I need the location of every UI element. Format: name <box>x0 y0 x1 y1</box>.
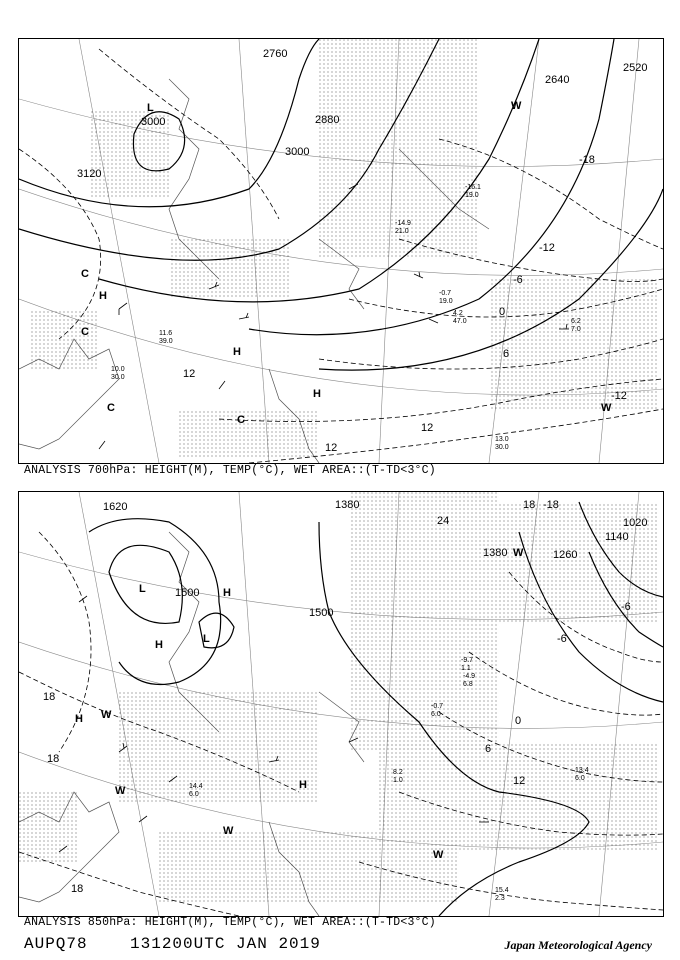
temp-label: 12 <box>325 442 338 454</box>
temp-label: 6 <box>485 743 492 755</box>
map-700hpa-canvas <box>19 39 663 463</box>
map-panel-700hpa <box>18 38 664 464</box>
product-id: AUPQ78 <box>24 935 88 953</box>
agency-credit: Japan Meteorological Agency <box>504 938 652 952</box>
station-value: 6.0 <box>189 791 199 798</box>
height-label: 1020 <box>623 517 648 529</box>
high-center-marker: H <box>99 290 107 302</box>
station-value: 2.3 <box>495 895 505 902</box>
temp-label: -18 <box>543 499 559 511</box>
high-center-marker: H <box>299 779 307 791</box>
station-value: -14.9 <box>395 220 411 227</box>
station-value: 14.4 <box>189 783 203 790</box>
height-label: 1500 <box>309 607 334 619</box>
height-label: 1140 <box>605 531 629 543</box>
height-label: 3120 <box>77 168 102 180</box>
caption-850hpa: ANALYSIS 850hPa: HEIGHT(M), TEMP(°C), WET AREA::(T-TD<3°C) <box>24 916 436 929</box>
height-label: 2760 <box>263 48 288 60</box>
high-center-marker: H <box>313 388 321 400</box>
temp-label: -18 <box>579 154 595 166</box>
station-value: -4.9 <box>463 673 476 680</box>
height-label: 1380 <box>335 499 360 511</box>
cold-center-marker: C <box>81 326 89 338</box>
station-value: 47.0 <box>453 318 467 325</box>
station-value: -0.7 <box>439 290 452 297</box>
station-value: 6.0 <box>431 711 441 718</box>
temp-label: 18 <box>523 499 536 511</box>
station-value: 6.8 <box>463 681 473 688</box>
warm-center-marker: W <box>511 100 522 112</box>
temp-label: 0 <box>515 715 522 727</box>
station-value: 4.2 <box>453 310 463 317</box>
station-value: 7.0 <box>571 326 581 333</box>
high-center-marker: H <box>233 346 241 358</box>
warm-center-marker: W <box>513 547 524 559</box>
valid-time: 131200UTC JAN 2019 <box>130 935 321 953</box>
station-value: 30.0 <box>111 374 125 381</box>
warm-center-marker: W <box>601 402 612 414</box>
temp-label: -12 <box>611 390 627 402</box>
station-value: 6.0 <box>575 775 585 782</box>
station-value: -9.7 <box>461 657 474 664</box>
station-value: 13.4 <box>575 767 589 774</box>
wet-area-700 <box>29 39 659 459</box>
map-panel-850hpa <box>18 491 664 917</box>
temp-label: 24 <box>437 515 450 527</box>
height-label: 1260 <box>553 549 578 561</box>
temp-label: 12 <box>513 775 526 787</box>
low-center-marker: L <box>147 102 154 114</box>
temp-label: 12 <box>183 368 196 380</box>
station-value: 8.2 <box>393 769 403 776</box>
temp-label: 6 <box>503 348 510 360</box>
height-label: 1380 <box>483 547 508 559</box>
station-value: 19.0 <box>439 298 453 305</box>
station-value: 19.0 <box>465 192 479 199</box>
temp-label: -6 <box>557 633 567 645</box>
warm-center-marker: W <box>223 825 234 837</box>
station-value: 1.0 <box>393 777 403 784</box>
height-label: 3000 <box>141 116 166 128</box>
station-value: 21.0 <box>395 228 409 235</box>
temp-label: -12 <box>539 242 555 254</box>
temp-label: 0 <box>499 306 506 318</box>
temp-label: 18 <box>71 883 84 895</box>
height-label: 2520 <box>623 62 648 74</box>
height-label: 1500 <box>175 587 200 599</box>
height-label: 2880 <box>315 114 340 126</box>
station-value: 13.0 <box>495 436 509 443</box>
warm-center-marker: W <box>433 849 444 861</box>
high-center-marker: H <box>155 639 163 651</box>
station-value: 15.4 <box>495 887 509 894</box>
map-850hpa-canvas <box>19 492 663 916</box>
low-center-marker: L <box>203 633 210 645</box>
low-center-marker: L <box>139 583 146 595</box>
high-center-marker: H <box>75 713 83 725</box>
height-label: 2640 <box>545 74 570 86</box>
station-value: 11.6 <box>159 330 173 337</box>
cold-center-marker: C <box>107 402 115 414</box>
station-value: 30.0 <box>495 444 509 451</box>
cold-center-marker: C <box>237 414 245 426</box>
warm-center-marker: W <box>101 709 112 721</box>
station-value: -16.1 <box>465 184 481 191</box>
footer-product-line <box>24 935 321 953</box>
station-value: -0.7 <box>431 703 444 710</box>
station-value: 6.2 <box>571 318 581 325</box>
station-value: 1.1 <box>461 665 471 672</box>
high-center-marker: H <box>223 587 231 599</box>
station-value: 39.0 <box>159 338 173 345</box>
caption-700hpa: ANALYSIS 700hPa: HEIGHT(M), TEMP(°C), WET AREA::(T-TD<3°C) <box>24 464 436 477</box>
temp-label: 18 <box>47 753 60 765</box>
cold-center-marker: C <box>81 268 89 280</box>
temp-label: 12 <box>421 422 434 434</box>
height-label: 3000 <box>285 146 310 158</box>
station-value: 10.0 <box>111 366 125 373</box>
temp-label: -6 <box>621 601 631 613</box>
temp-label: -6 <box>513 274 523 286</box>
warm-center-marker: W <box>115 785 126 797</box>
temp-label: 18 <box>43 691 56 703</box>
height-label: 1620 <box>103 501 128 513</box>
